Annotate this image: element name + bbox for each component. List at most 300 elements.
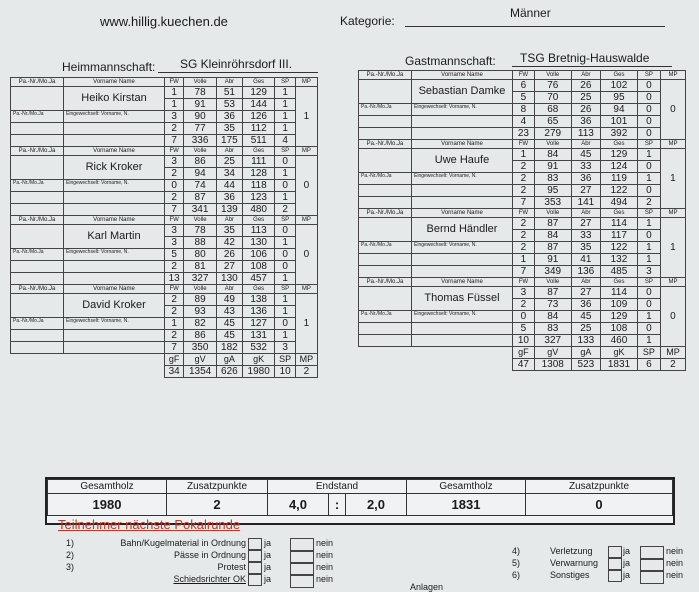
score-value: 7 [513,197,535,209]
column-header: Ges [601,71,638,80]
guest-endstand: 2,0 [346,494,407,516]
column-header: Abr [216,216,242,225]
column-header: Vorname Name [64,285,165,294]
score-value: 0 [513,311,535,323]
score-value: 113 [571,128,600,140]
score-value: 6 [513,80,535,92]
home-team-name: SG Kleinröhrsdorf III. [180,57,293,71]
nein-label: nein [666,570,684,580]
column-header: Pa.-Nr./Mo.Ja [359,71,412,80]
empty-cell [11,123,64,135]
score-row [11,294,318,306]
player-header-row [11,285,318,294]
empty-cell [412,335,513,347]
sum-header: gA [216,354,242,366]
empty-cell [359,185,412,197]
score-value: 141 [571,197,600,209]
column-header: Pa.-Nr./Mo.Ja [11,285,64,294]
score-value: 1 [275,99,295,111]
match-points: 0 [660,287,685,347]
check-number: 1) [66,538,75,548]
column-header: MP [660,71,685,80]
empty-cell [11,135,64,147]
column-header: Abr [216,78,242,87]
right-checklist [512,546,692,582]
match-points: 1 [295,294,317,354]
sum-header: gV [534,347,571,359]
ja-checkbox[interactable] [248,562,262,574]
player-name: Thomas Füssel [412,287,513,311]
score-value: 91 [534,254,571,266]
score-value: 3 [165,237,184,249]
pass-number-cell [359,80,412,104]
score-value: 5 [513,323,535,335]
empty-cell [359,266,412,278]
column-header: Vorname Name [412,71,513,80]
sum-value: 2 [295,366,317,378]
empty-cell [412,197,513,209]
column-header: Pa.-Nr./Mo.Ja [359,140,412,149]
column-header: Ges [601,209,638,218]
sum-value-row [11,366,318,378]
column-header: Pa.-Nr./Mo.Ja [11,147,64,156]
empty-cell [412,116,513,128]
score-value: 90 [184,111,217,123]
check-row [512,570,692,582]
score-value: 23 [513,128,535,140]
score-value: 33 [571,230,600,242]
column-header: Vorname Name [412,278,513,287]
score-value: 73 [534,299,571,311]
sub-pass-label: Pa.-Nr./Mo.Ja [11,249,64,261]
score-row [359,173,686,185]
empty-cell [412,128,513,140]
sum-header-row [359,347,686,359]
score-value: 76 [534,80,571,92]
score-value: 1 [275,111,295,123]
score-value: 86 [184,156,217,168]
score-value: 336 [184,135,217,147]
empty-cell [359,323,412,335]
player-name: David Kroker [64,294,165,318]
sum-value: 523 [571,359,600,371]
score-row [11,318,318,330]
column-header: MP [295,78,317,87]
score-value: 327 [184,273,217,285]
score-value: 1 [165,318,184,330]
score-value: 132 [601,254,638,266]
score-row [359,80,686,92]
score-value: 1 [275,294,295,306]
kategorie-label: Kategorie: [340,14,395,28]
endstand-label: Endstand [268,480,407,494]
column-header: FW [513,140,535,149]
column-header: MP [660,278,685,287]
check-label: Verwarnung [550,558,599,568]
sum-value: 1354 [184,366,217,378]
score-row [359,311,686,323]
score-value: 87 [534,287,571,299]
score-value: 34 [216,168,242,180]
score-value: 341 [184,204,217,216]
sum-header: SP [275,354,295,366]
anlagen-label: Anlagen [410,582,444,592]
empty-cell [11,354,165,366]
match-points: 1 [295,87,317,147]
score-value: 70 [534,92,571,104]
score-value: 4 [275,135,295,147]
score-row [11,261,318,273]
score-value: 0 [637,116,660,128]
score-value: 327 [534,335,571,347]
column-header: FW [165,285,184,294]
score-value: 182 [216,342,242,354]
score-value: 83 [534,323,571,335]
score-value: 1 [275,87,295,99]
score-value: 78 [184,225,217,237]
nein-checkbox[interactable] [290,574,314,588]
score-value: 0 [637,161,660,173]
score-value: 1 [637,173,660,185]
score-value: 94 [601,104,638,116]
check-number: 5) [512,558,521,568]
check-label: Pässe in Ordnung [173,550,246,560]
column-header: Ges [242,216,275,225]
empty-cell [359,254,412,266]
score-value: 5 [165,249,184,261]
score-value: 51 [216,87,242,99]
home-zusatz-label: Zusatzpunkte [167,480,268,494]
sub-pass-label: Pa.-Nr./Mo.Ja [359,242,412,254]
column-header: SP [637,71,660,80]
score-value: 36 [571,299,600,311]
score-value: 45 [216,330,242,342]
empty-cell [359,116,412,128]
score-value: 279 [534,128,571,140]
score-value: 35 [571,242,600,254]
column-header: Abr [571,278,600,287]
sum-header: gF [165,354,184,366]
nein-label: nein [316,574,334,584]
player-header-row [359,278,686,287]
score-value: 130 [242,237,275,249]
score-value: 457 [242,273,275,285]
score-value: 2 [165,306,184,318]
sum-value: 626 [216,366,242,378]
score-value: 3 [165,225,184,237]
column-header: Ges [601,278,638,287]
column-header: Volle [184,78,217,87]
sum-header: MP [660,347,685,359]
score-value: 83 [534,173,571,185]
column-header: MP [295,285,317,294]
score-value: 2 [165,294,184,306]
score-value: 113 [242,225,275,237]
empty-cell [412,323,513,335]
ja-label: ja [264,574,272,584]
score-value: 392 [601,128,638,140]
column-header: Ges [601,140,638,149]
column-header: Vorname Name [412,209,513,218]
player-name: Sebastian Damke [412,80,513,104]
column-header: Vorname Name [412,140,513,149]
score-value: 36 [571,173,600,185]
score-value: 1 [637,242,660,254]
empty-cell [64,204,165,216]
substitute-label: Eingewechselt: Vorname, N. [64,111,165,123]
score-value: 84 [534,149,571,161]
ja-checkbox[interactable] [248,574,262,586]
empty-cell [359,359,513,371]
ja-checkbox[interactable] [608,570,622,582]
empty-cell [11,192,64,204]
score-value: 13 [165,273,184,285]
website-url: www.hillig.kuechen.de [100,14,228,29]
score-value: 2 [165,330,184,342]
column-header: Vorname Name [64,147,165,156]
score-value: 1 [275,168,295,180]
score-value: 4 [513,116,535,128]
player-header-row [11,78,318,87]
kategorie-line [405,26,665,27]
pokal-heading: Teilnehmer nächste Pokalrunde [58,517,241,532]
nein-checkbox[interactable] [640,570,664,584]
ja-checkbox[interactable] [248,550,262,562]
score-value: 25 [571,323,600,335]
column-header: SP [275,285,295,294]
score-value: 25 [571,92,600,104]
empty-cell [412,254,513,266]
guest-team-name: TSG Bretnig-Hauswalde [520,51,650,65]
column-header: MP [295,147,317,156]
score-value: 74 [184,180,217,192]
score-value: 27 [571,185,600,197]
score-value: 124 [601,161,638,173]
nein-label: nein [666,546,684,556]
check-label: Sonstiges [550,570,590,580]
score-value: 0 [637,299,660,311]
sum-header: SP [637,347,660,359]
score-value: 2 [513,218,535,230]
score-value: 494 [601,197,638,209]
column-header: Volle [534,278,571,287]
column-header: SP [637,209,660,218]
score-value: 136 [571,266,600,278]
score-value: 2 [513,173,535,185]
column-header: SP [637,140,660,149]
ja-checkbox[interactable] [608,546,622,558]
player-header-row [359,140,686,149]
score-value: 36 [216,192,242,204]
empty-cell [359,335,412,347]
column-header: Abr [571,209,600,218]
sum-value: 1308 [534,359,571,371]
score-value: 114 [601,218,638,230]
score-value: 108 [601,323,638,335]
score-row [359,185,686,197]
check-label: Schiedsrichter OK [173,574,246,584]
column-header: Volle [184,216,217,225]
empty-cell [412,185,513,197]
column-header: SP [275,78,295,87]
score-value: 136 [242,306,275,318]
guest-line [512,66,672,67]
score-value: 1 [275,306,295,318]
score-value: 511 [242,135,275,147]
score-value: 25 [216,156,242,168]
score-value: 82 [184,318,217,330]
score-value: 101 [601,116,638,128]
sum-value: 2 [660,359,685,371]
sum-value: 10 [275,366,295,378]
score-value: 44 [216,180,242,192]
match-points: 1 [660,149,685,209]
pass-number-cell [359,149,412,173]
column-header: Volle [534,140,571,149]
score-value: 2 [637,197,660,209]
score-value: 0 [637,92,660,104]
score-value: 42 [216,237,242,249]
sum-value-row [359,359,686,371]
left-checklist [66,538,356,586]
check-number: 4) [512,546,521,556]
player-header-row [11,216,318,225]
score-value: 130 [216,273,242,285]
score-value: 80 [184,249,217,261]
score-row [359,128,686,140]
score-value: 77 [184,123,217,135]
score-row [11,123,318,135]
column-header: Abr [571,71,600,80]
empty-cell [64,342,165,354]
check-label: Verletzung [550,546,593,556]
guest-zusatzpunkte: 0 [526,494,673,516]
column-header: FW [165,216,184,225]
score-value: 78 [184,87,217,99]
score-value: 0 [275,318,295,330]
score-value: 532 [242,342,275,354]
column-header: Vorname Name [64,78,165,87]
score-value: 1 [637,335,660,347]
score-value: 0 [637,323,660,335]
score-value: 119 [601,173,638,185]
empty-cell [412,266,513,278]
score-value: 2 [513,161,535,173]
column-header: FW [513,278,535,287]
score-value: 0 [275,261,295,273]
score-value: 108 [242,261,275,273]
player-name: Bernd Händler [412,218,513,242]
sum-header: gV [184,354,217,366]
score-row [359,197,686,209]
score-value: 0 [275,180,295,192]
score-row [359,242,686,254]
score-value: 3 [165,156,184,168]
column-header: FW [165,78,184,87]
ja-checkbox[interactable] [608,558,622,570]
score-value: 117 [601,230,638,242]
score-value: 138 [242,294,275,306]
score-value: 87 [534,242,571,254]
score-value: 122 [601,185,638,197]
score-value: 0 [637,104,660,116]
score-value: 27 [571,218,600,230]
score-value: 88 [184,237,217,249]
score-row [11,273,318,285]
score-value: 1 [637,254,660,266]
home-zusatzpunkte: 2 [167,494,268,516]
guest-score-table [358,70,686,371]
column-header: Ges [242,78,275,87]
score-value: 126 [242,111,275,123]
player-header-row [359,209,686,218]
score-value: 1 [275,237,295,249]
score-value: 1 [275,123,295,135]
home-label: Heimmannschaft: [62,60,156,74]
score-row [359,323,686,335]
home-endstand: 4,0 [268,494,329,516]
column-header: Volle [534,209,571,218]
score-value: 2 [513,230,535,242]
empty-cell [11,204,64,216]
column-header: FW [513,209,535,218]
score-value: 26 [216,249,242,261]
score-value: 7 [513,266,535,278]
match-points: 0 [660,80,685,140]
empty-cell [11,342,64,354]
score-value: 1 [275,273,295,285]
score-row [11,330,318,342]
ja-checkbox[interactable] [248,538,262,550]
score-value: 53 [216,99,242,111]
score-row [11,135,318,147]
score-value: 144 [242,99,275,111]
score-value: 65 [534,116,571,128]
sum-header: gA [571,347,600,359]
score-value: 1 [275,330,295,342]
score-value: 91 [534,161,571,173]
substitute-label: Eingewechselt: Vorname, N. [64,180,165,192]
score-value: 26 [571,80,600,92]
home-gesamtholz: 1980 [48,494,167,516]
score-value: 36 [216,111,242,123]
check-number: 2) [66,550,75,560]
empty-cell [64,261,165,273]
score-value: 95 [534,185,571,197]
empty-cell [359,128,412,140]
nein-label: nein [316,538,334,548]
score-value: 41 [571,254,600,266]
score-value: 8 [513,104,535,116]
score-value: 95 [601,92,638,104]
score-value: 27 [571,287,600,299]
score-value: 112 [242,123,275,135]
nein-label: nein [316,550,334,560]
column-header: SP [275,147,295,156]
score-value: 2 [165,192,184,204]
pass-number-cell [359,218,412,242]
score-value: 35 [216,225,242,237]
substitute-label: Eingewechselt: Vorname, N. [412,104,513,116]
score-value: 485 [601,266,638,278]
sum-header: gF [513,347,535,359]
empty-cell [11,261,64,273]
score-value: 91 [184,99,217,111]
score-value: 33 [571,161,600,173]
column-header: Vorname Name [64,216,165,225]
column-header: Ges [242,285,275,294]
column-header: Abr [216,147,242,156]
